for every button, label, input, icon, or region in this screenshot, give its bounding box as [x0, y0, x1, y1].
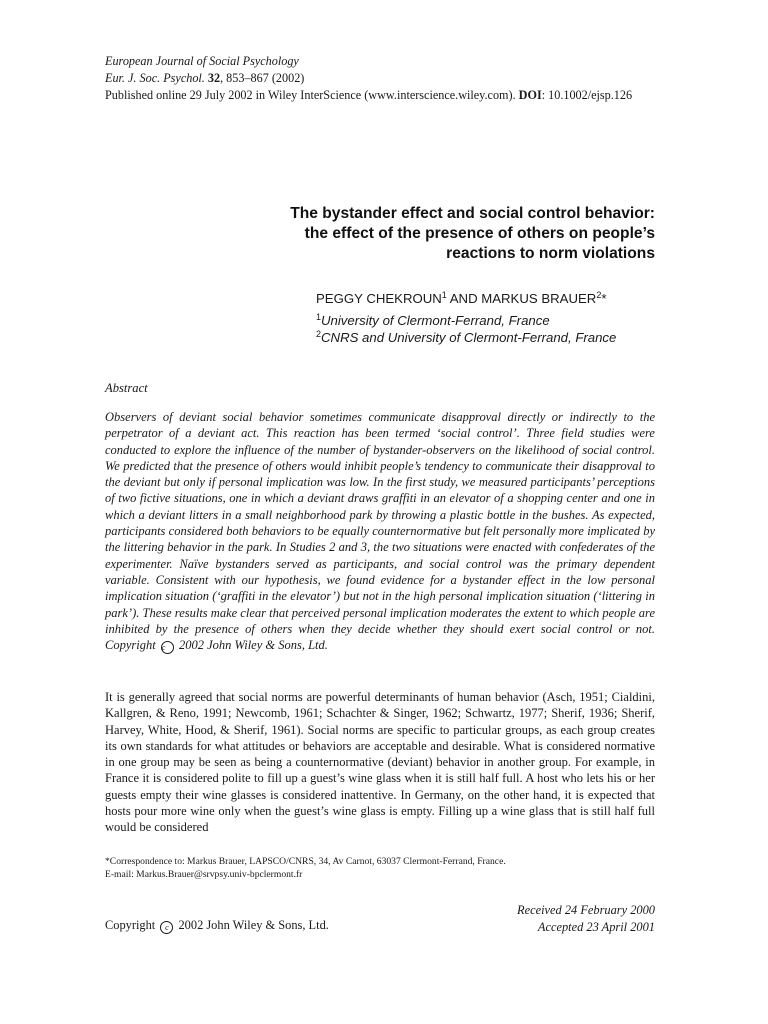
journal-name: European Journal of Social Psychology: [105, 54, 299, 68]
abstract-copyright: 2002 John Wiley & Sons, Ltd.: [178, 638, 328, 653]
doi-value: : 10.1002/ejsp.126: [541, 88, 633, 102]
affiliation-text: University of Clermont-Ferrand, France: [321, 313, 550, 328]
citation-volume: 32: [207, 71, 221, 85]
published-text: Published online 29 July 2002 in Wiley InterScience (www.interscience.wiley.com).: [105, 88, 516, 102]
affiliation-text: CNRS and University of Clermont-Ferrand, France: [321, 330, 617, 345]
author-name: PEGGY CHEKROUN: [316, 291, 442, 306]
affiliation-1: [316, 312, 666, 329]
title-line: reactions to norm violations: [446, 245, 655, 262]
affiliation-marker: 2: [596, 290, 602, 300]
body-paragraph: It is generally agreed that social norms are powerful determinants of human behavior (Asch, 1951; Cialdini, Kallgren, & Reno, 1991; Newcomb, 1961; Schachter & Singer, 1962; Schwartz, 1977; Sherif, 1936; Sherif, Harvey, White, Hood, & Sherif, 1961). Social norms are specific to particular groups, as each group creates its own standards for what attitudes or behaviors are acceptable and desirable. What is considered normative in one group may be seen as being a counternormative (deviant) behavior in another group. For example, in France it is considered polite to fill up a guest’s wine glass when it is still half full. A host who lets his or her guests empty their wine glasses is considered inattentive. In Germany, on the other hand, it is expected that hosts pour more wine only when the guest’s wine glass is empty. Filling up a wine glass that is still half full would be considered: [105, 690, 655, 835]
affiliation-marker: 1: [316, 312, 322, 322]
accepted-date: Accepted 23 April 2001: [537, 920, 655, 934]
journal-header: [105, 53, 665, 104]
abstract-body: Observers of deviant social behavior sometimes communicate disapproval directly or indirectly to the perpetrator of a deviant act. This reaction has been termed ‘social control’. Three field studies were conducted to explore the influence of the number of bystander-observers on the likelihood of social control. We predicted that the presence of others would inhibit people’s tendency to communicate their disapproval to the deviant but only if personal implication was low. In the first study, we measured participants’ perceptions of two fictive situations, one in which a deviant draws graffiti in an elevator of a shopping center and one in which a deviant litters in a small neighborhood park by throwing a plastic bottle in the bushes. As expected, participants considered both behaviors to be equally counternormative but felt personally more implicated by the littering behavior in the park. In Studies 2 and 3, the two situations were enacted with confederates of the experimenter. Naïve bystanders served as participants, and social control was the primary dependent variable. Consistent with our hypothesis, we found evidence for a bystander effect in the low personal implication situation (‘graffiti in the elevator’) but not in the high personal implication situation (‘littering in park’). These results make clear that perceived personal implication moderates the extent to which people are inhibited by the presence of others when they decide whether they should exert social control or not. Copyright: [105, 410, 655, 653]
affiliation-2: [316, 329, 666, 346]
page-copyright: [105, 918, 329, 934]
correspondence-email: E-mail: Markus.Brauer@srvpsy.univ-bpclermont.fr: [105, 869, 303, 880]
copyright-suffix: 2002 John Wiley & Sons, Ltd.: [178, 918, 329, 932]
affiliation-marker: 2: [316, 329, 322, 339]
abstract-heading: Abstract: [105, 381, 148, 395]
citation-abbrev: Eur. J. Soc. Psychol.: [105, 71, 205, 85]
copyright-icon: [161, 641, 174, 654]
correspondence-marker: *: [601, 291, 607, 306]
title-line: The bystander effect and social control behavior:: [290, 205, 655, 222]
title-line: the effect of the presence of others on people’s: [304, 225, 655, 242]
copyright-icon: [160, 921, 173, 934]
citation-line: [105, 70, 665, 87]
author-name: AND MARKUS BRAUER: [446, 291, 597, 306]
correspondence-footnote: [105, 855, 665, 881]
article-title: [160, 204, 655, 264]
citation-pages: , 853–867 (2002): [220, 71, 305, 85]
doi-label: DOI: [518, 88, 542, 102]
author-list: [316, 290, 666, 307]
submission-dates: [450, 902, 655, 936]
published-line: [105, 87, 665, 104]
correspondence-address: *Correspondence to: Markus Brauer, LAPSCO/CNRS, 34, Av Carnot, 63037 Clermont-Ferrand, France.: [105, 856, 506, 867]
copyright-prefix: Copyright: [105, 918, 156, 932]
received-date: Received 24 February 2000: [517, 903, 655, 917]
affiliation-marker: 1: [441, 290, 447, 300]
abstract-text: [105, 409, 655, 654]
